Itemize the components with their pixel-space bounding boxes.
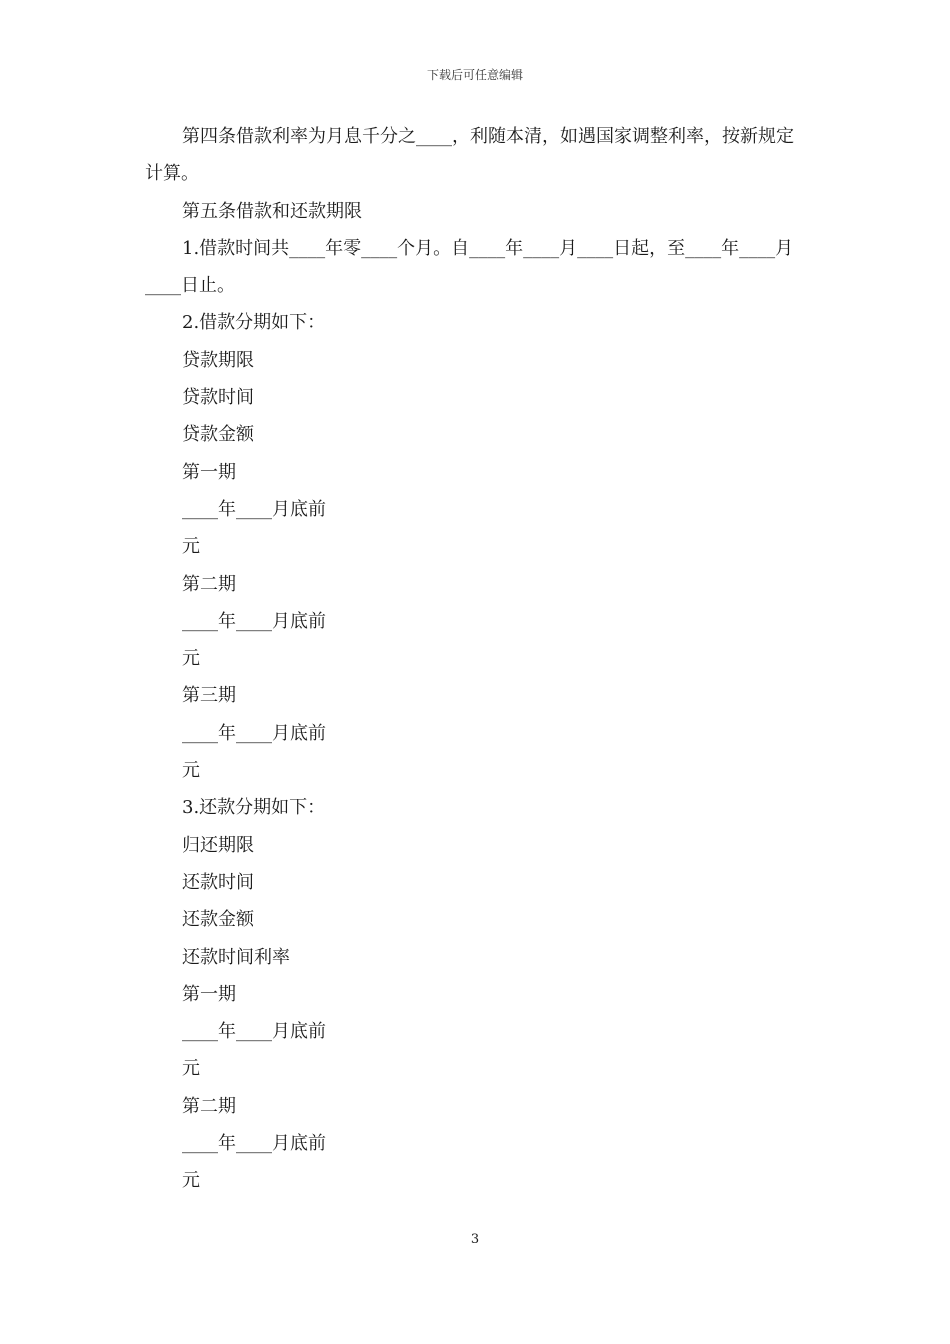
loan-period-label: 贷款期限 — [182, 349, 254, 371]
loan-installment-2-date: ____年____月底前 — [182, 610, 326, 632]
loan-amount-label: 贷款金额 — [182, 424, 254, 446]
loan-installment-3-label: 第三期 — [182, 685, 236, 707]
loan-duration-clause: 1.借款时间共____年零____个月。自____年____月____日起，至____年____月____日止。 — [145, 237, 794, 297]
repayment-installment-1-date: ____年____月底前 — [182, 1021, 326, 1043]
loan-installment-2-amount: 元 — [182, 648, 200, 670]
repayment-installment-2-label: 第二期 — [182, 1095, 236, 1117]
loan-installment-1-label: 第一期 — [182, 461, 236, 483]
repayment-installment-2-date: ____年____月底前 — [182, 1133, 326, 1155]
loan-installments-heading: 2.借款分期如下： — [182, 312, 326, 334]
repayment-time-label: 还款时间 — [182, 871, 254, 893]
loan-installment-3-amount: 元 — [182, 760, 200, 782]
page-header: 下载后可任意编辑 — [426, 68, 523, 82]
loan-installment-2-label: 第二期 — [182, 573, 236, 595]
page-number: 3 — [470, 1232, 480, 1247]
article-5-heading: 第五条借款和还款期限 — [182, 200, 362, 222]
document-body — [145, 118, 807, 1200]
repayment-period-label: 归还期限 — [182, 834, 254, 856]
loan-installment-3-date: ____年____月底前 — [182, 722, 326, 744]
loan-time-label: 贷款时间 — [182, 387, 254, 409]
article-4-interest-rate: 第四条借款利率为月息千分之____，利随本清，如遇国家调整利率，按新规定计算。 — [145, 126, 794, 185]
repayment-installment-1-amount: 元 — [182, 1058, 200, 1080]
repayment-installment-2-amount: 元 — [182, 1170, 200, 1192]
repayment-time-rate-label: 还款时间利率 — [182, 946, 290, 968]
repayment-amount-label: 还款金额 — [182, 909, 254, 931]
repayment-installment-1-label: 第一期 — [182, 983, 236, 1005]
loan-installment-1-amount: 元 — [182, 536, 200, 558]
repayment-installments-heading: 3.还款分期如下： — [182, 797, 326, 819]
loan-installment-1-date: ____年____月底前 — [182, 498, 326, 520]
